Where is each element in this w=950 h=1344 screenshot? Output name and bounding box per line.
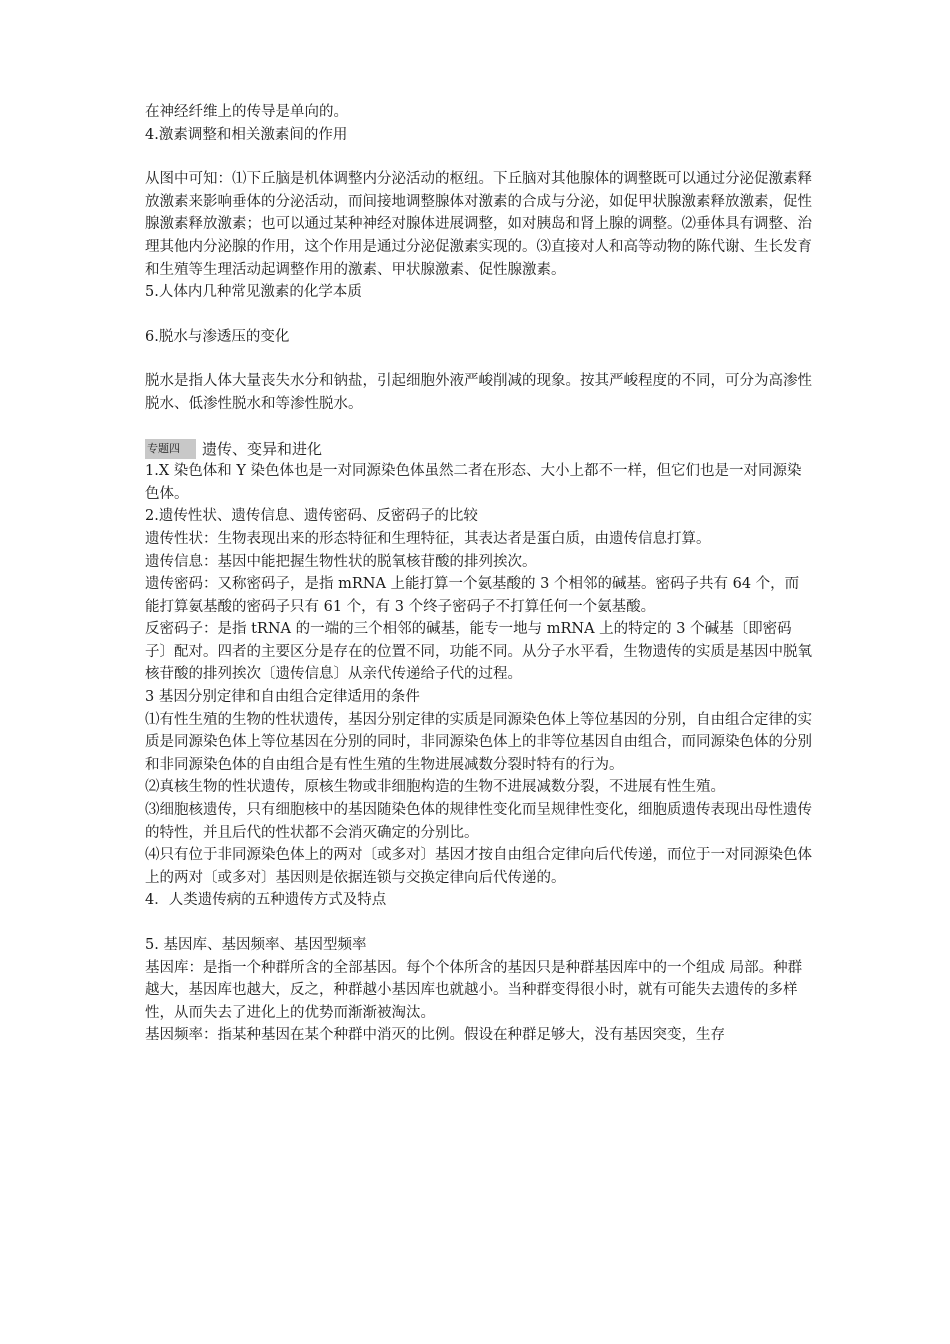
section-heading: 5. 基因库、基因频率、基因型频率 [145, 937, 367, 953]
section-heading: 3 基因分别定律和自由组合定律适用的条件 [145, 689, 420, 706]
section-heading: 4.激素调整和相关激素间的作用 [145, 126, 348, 143]
paragraph: 1.X 染色体和 Y 染色体也是一对同源染色体虽然二者在形态、大小上都不一样，但它们也是一对同源染色体。 [145, 463, 802, 502]
paragraph: 基因频率：指某种基因在某个种群中消灭的比例。假设在种群足够大，没有基因突变，生存 [145, 1027, 725, 1044]
paragraph: 脱水是指人体大量丧失水分和钠盐，引起细胞外液严峻削减的现象。按其严峻程度的不同，可分为高渗性脱水、低渗性脱水和等渗性脱水。 [145, 373, 812, 412]
paragraph: 基因库：是指一个种群所含的全部基因。每个个体所含的基因只是种群基因库中的一个组成 局部。种群越大，基因库也越大，反之，种群越小基因库也就越小。当种群变得很小时，就有可能失去遗传的多样性，从而失去了进化上的优势而渐渐被淘汰。 [145, 959, 803, 1021]
document-body [145, 101, 813, 1047]
section-heading: 6.脱水与渗透压的变化 [145, 328, 290, 345]
paragraph: 遗传密码：又称密码子，是指 mRNA 上能打算一个氨基酸的 3 个相邻的碱基。密码子共有 64 个，而能打算氨基酸的密码子只有 61 个，有 3 个终子密码子不打算任何一个氨基酸。 [145, 576, 800, 615]
paragraph: ⑵真核生物的性状遗传，原核生物或非细胞构造的生物不进展减数分裂，不进展有性生殖。 [145, 779, 725, 796]
section-heading: 5.人体内几种常见激素的化学本质 [145, 284, 362, 301]
topic-label: 专题四 [145, 439, 196, 459]
paragraph: 从图中可知：⑴下丘脑是机体调整内分泌活动的枢纽。下丘脑对其他腺体的调整既可以通过分泌促激素释放激素来影响垂体的分泌活动，而间接地调整腺体对激素的合成与分泌，如促甲状腺激素释放激素，促性腺激素释放激素；也可以通过某种神经对腺体进展调整，如对胰岛和肾上腺的调整。⑵垂体具有调整、治理其他内分泌腺的作用，这个作用是通过分泌促激素实现的。⑶直接对人和高等动物的陈代谢、生长发育和生殖等生理活动起调整作用的激素、甲状腺激素、促性腺激素。 [145, 171, 812, 278]
paragraph: 在神经纤维上的传导是单向的。 [145, 104, 348, 120]
topic-title: 遗传、变异和进化 [202, 439, 323, 458]
section-heading: 4．人类遗传病的五种遗传方式及特点 [145, 892, 387, 909]
topic-heading [145, 438, 813, 461]
paragraph: 遗传信息：基因中能把握生物性状的脱氧核苷酸的排列挨次。 [145, 553, 537, 570]
paragraph: ⑶细胞核遗传，只有细胞核中的基因随染色体的规律性变化而呈规律性变化，细胞质遗传表现出母性遗传的特性，并且后代的性状都不会消灭确定的分别比。 [145, 802, 812, 841]
paragraph: 遗传性状：生物表现出来的形态特征和生理特征，其表达者是蛋白质，由遗传信息打算。 [145, 530, 711, 547]
section-heading: 2.遗传性状、遗传信息、遗传密码、反密码子的比较 [145, 508, 478, 525]
paragraph: ⑷只有位于非同源染色体上的两对〔或多对〕基因才按自由组合定律向后代传递，而位于一对同源染色体上的两对〔或多对〕基因则是依据连锁与交换定律向后代传递的。 [145, 847, 812, 886]
paragraph: ⑴有性生殖的生物的性状遗传，基因分别定律的实质是同源染色体上等位基因的分别，自由组合定律的实质是同源染色体上等位基因在分别的同时，非同源染色体上的非等位基因自由组合，而同源染色体的分别和非同源染色体的自由组合是有性生殖的生物进展减数分裂时特有的行为。 [145, 711, 812, 773]
paragraph: 反密码子：是指 tRNA 的一端的三个相邻的碱基，能专一地与 mRNA 上的特定的 3 个碱基〔即密码子〕配对。四者的主要区分是存在的位置不同，功能不同。从分子水平看，生物遗传的实质是基因中脱氧核苷酸的排列挨次〔遗传信息〕从亲代传递给子代的过程。 [145, 621, 812, 683]
